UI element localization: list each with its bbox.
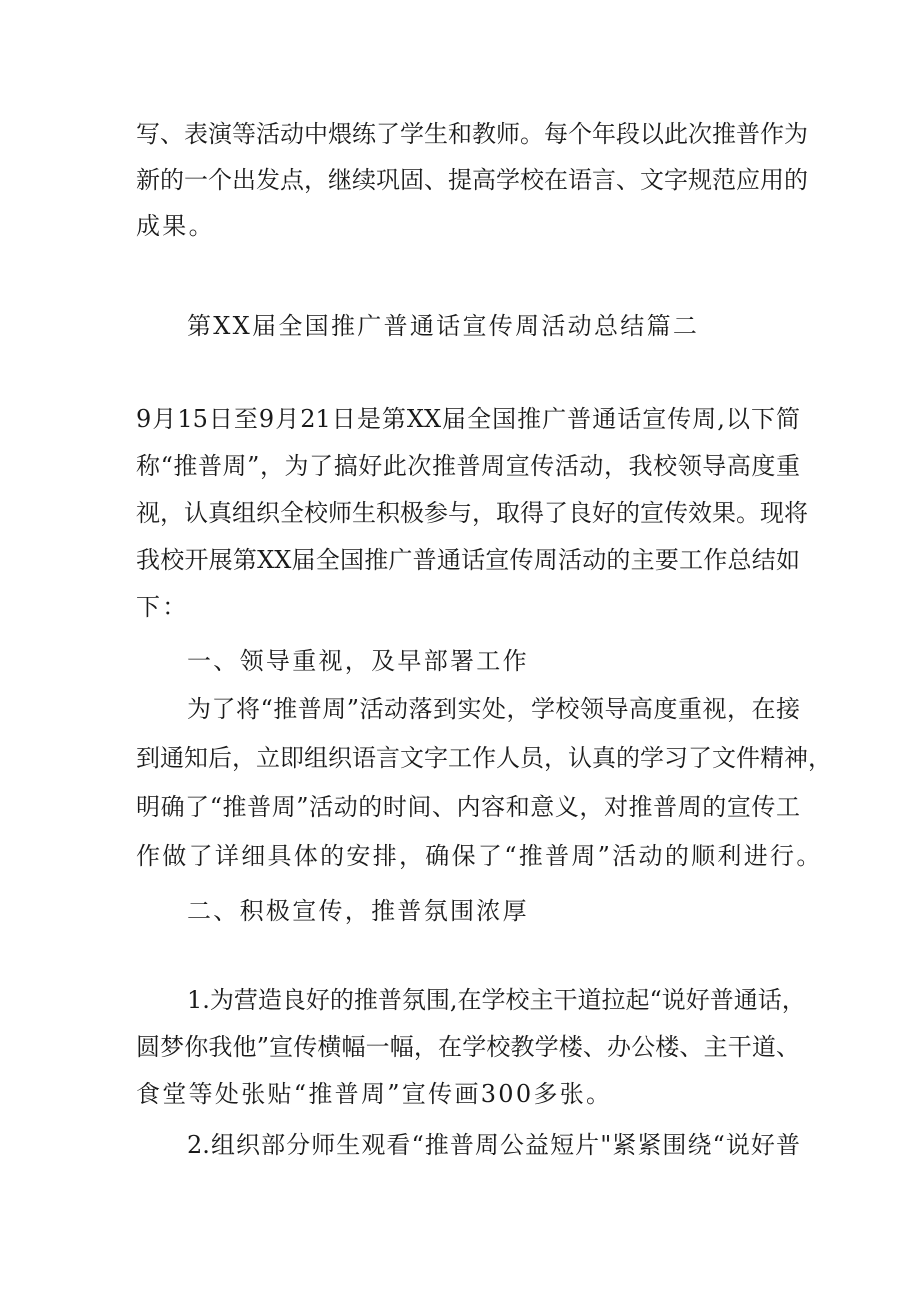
section-title: 第XX届全国推广普通话宣传周活动总结篇二 — [187, 312, 700, 340]
paragraph-line: 我校开展第XX届全国推广普通话宣传周活动的主要工作总结如 — [136, 546, 800, 574]
paragraph-line: 新的一个出发点，继续巩固、提高学校在语言、文字规范应用的 — [136, 166, 808, 194]
paragraph-line: 下： — [136, 593, 189, 621]
paragraph-line: 作做了详细具体的安排，确保了“推普周”活动的顺利进行。 — [136, 842, 823, 870]
paragraph-line: 成果。 — [136, 212, 215, 240]
section-heading: 一、领导重视，及早部署工作 — [187, 647, 529, 675]
paragraph-line: 明确了“推普周”活动的时间、内容和意义，对推普周的宣传工 — [136, 793, 800, 821]
paragraph-line: 食堂等处张贴“推普周”宣传画300多张。 — [136, 1080, 613, 1108]
paragraph-line: 1.为营造良好的推普氛围,在学校主干道拉起“说好普通话， — [187, 986, 806, 1014]
paragraph-line: 视，认真组织全校师生积极参与，取得了良好的宣传效果。现将 — [136, 499, 808, 527]
paragraph-line: 到通知后，立即组织语言文字工作人员，认真的学习了文件精神， — [136, 744, 832, 772]
paragraph-line: 为了将“推普周”活动落到实处，学校领导高度重视，在接 — [187, 695, 800, 723]
paragraph-line: 称“推普周”，为了搞好此次推普周宣传活动，我校领导高度重 — [136, 452, 800, 480]
section-heading: 二、积极宣传，推普氛围浓厚 — [187, 897, 529, 925]
paragraph-line: 9月15日至9月21日是第XX届全国推广普通话宣传周,以下简 — [136, 405, 800, 433]
paragraph-line: 圆梦你我他”宣传横幅一幅，在学校教学楼、办公楼、主干道、 — [136, 1033, 800, 1061]
paragraph-line: 2.组织部分师生观看“推普周公益短片"紧紧围绕“说好普 — [187, 1131, 800, 1159]
paragraph-line: 写、表演等活动中煨练了学生和教师。每个年段以此次推普作为 — [136, 120, 808, 148]
